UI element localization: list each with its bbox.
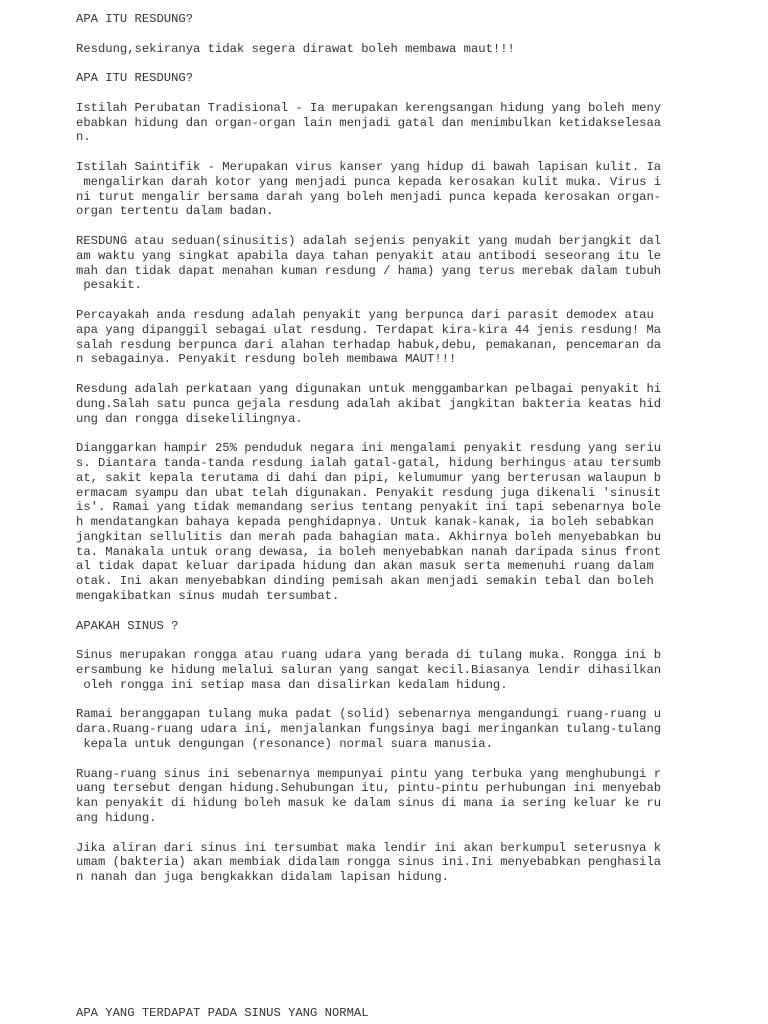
text-line: n. — [76, 130, 91, 145]
text-line: mengalirkan darah kotor yang menjadi punca kepada kerosakan kulit muka. Virus i — [76, 174, 662, 189]
text-line: ang hidung. — [76, 811, 157, 826]
text-line: kan penyakit di hidung boleh masuk ke dalam sinus di mana ia sering keluar ke ru — [76, 796, 662, 811]
text-line: n sebagainya. Penyakit resdung boleh membawa MAUT!!! — [76, 352, 457, 367]
paragraph-sinus-rongga — [76, 648, 696, 692]
text-line: al tidak dapat keluar daripada hidung dan akan masuk serta memenuhi ruang dalam — [76, 559, 654, 574]
paragraph-resdung-sinusitis — [76, 234, 696, 293]
text-line: Resdung adalah perkataan yang digunakan untuk menggambarkan pelbagai penyakit hi — [76, 381, 662, 396]
text-line: uang tersebut dengan hidung.Sehubungan itu, pintu-pintu perhubungan ini menyebab — [76, 781, 662, 796]
text-line: am waktu yang singkat apabila daya tahan penyakit atau antibodi seseorang itu le — [76, 248, 662, 263]
text-line: is'. Ramai yang tidak memandang serius tentang penyakit ini tapi sebenarnya bole — [76, 500, 662, 515]
text-line: Dianggarkan hampir 25% penduduk negara ini mengalami penyakit resdung yang seriu — [76, 441, 662, 456]
paragraph-demodex — [76, 308, 696, 367]
paragraph-istilah-perubatan — [76, 101, 696, 145]
text-line: ebabkan hidung dan organ-organ lain menjadi gatal dan menimbulkan ketidakselesaa — [76, 115, 662, 130]
text-line: mah dan tidak dapat menahan kuman resdung / hama) yang terus merebak dalam tubuh — [76, 263, 662, 278]
paragraph-istilah-saintifik — [76, 160, 696, 219]
text-line: s. Diantara tanda-tanda resdung ialah gatal-gatal, hidung berhingus atau tersumb — [76, 455, 662, 470]
text-line: otak. Ini akan menyebabkan dinding pemisah akan menjadi semakin tebal dan boleh — [76, 574, 654, 589]
paragraph-aliran-sinus — [76, 841, 696, 885]
text-line: organ tertentu dalam badan. — [76, 204, 274, 219]
text-line: pesakit. — [76, 278, 142, 293]
text-line: Percayakah anda resdung adalah penyakit yang berpunca dari parasit demodex atau — [76, 307, 654, 322]
text-line: n nanah dan juga bengkakkan didalam lapisan hidung. — [76, 870, 449, 885]
heading-apa-itu-resdung-2 — [76, 71, 696, 86]
text-line: Resdung,sekiranya tidak segera dirawat boleh membawa maut!!! — [76, 41, 515, 56]
text-line: oleh rongga ini setiap masa dan disalirkan kedalam hidung. — [76, 677, 508, 692]
paragraph-dianggarkan — [76, 441, 696, 604]
text-line: Ramai beranggapan tulang muka padat (solid) sebenarnya mengandungi ruang-ruang u — [76, 707, 662, 722]
text-line: RESDUNG atau seduan(sinusitis) adalah sejenis penyakit yang mudah berjangkit dal — [76, 233, 662, 248]
text-line: mengakibatkan sinus mudah tersumbat. — [76, 589, 340, 604]
text-line: Sinus merupakan rongga atau ruang udara yang berada di tulang muka. Rongga ini b — [76, 648, 662, 663]
heading-apakah-sinus — [76, 619, 696, 634]
text-line: Ruang-ruang sinus ini sebenarnya mempunyai pintu yang terbuka yang menghubungi r — [76, 766, 662, 781]
document-body — [76, 12, 696, 900]
text-line: APA ITU RESDUNG? — [76, 12, 194, 26]
text-line: salah resdung berpunca dari alahan terhadap habuk,debu, pemakanan, pencemaran da — [76, 337, 662, 352]
text-line: dung.Salah satu punca gejala resdung adalah akibat jangkitan bakteria keatas hid — [76, 396, 662, 411]
text-line: ni turut mengalir bersama darah yang boleh menjadi punca kepada kerosakan organ- — [76, 189, 662, 204]
text-line: Istilah Perubatan Tradisional - Ia merupakan kerengsangan hidung yang boleh meny — [76, 100, 662, 115]
section-heading-sinus-normal: APA YANG TERDAPAT PADA SINUS YANG NORMAL — [76, 1006, 369, 1020]
text-line: kepala untuk dengungan (resonance) normal suara manusia. — [76, 737, 493, 752]
text-line: Jika aliran dari sinus ini tersumbat maka lendir ini akan berkumpul seterusnya k — [76, 840, 662, 855]
text-line: APAKAH SINUS ? — [76, 618, 179, 633]
paragraph-tulang-muka — [76, 707, 696, 751]
text-line: APA ITU RESDUNG? — [76, 71, 194, 86]
text-line: ermacam syampu dan ubat telah digunakan. Penyakit resdung juga dikenali 'sinusit — [76, 485, 662, 500]
heading-apa-itu-resdung — [76, 12, 696, 27]
text-line: ta. Manakala untuk orang dewasa, ia boleh menyebabkan nanah daripada sinus front — [76, 544, 662, 559]
text-line: apa yang dipanggil sebagai ulat resdung. Terdapat kira-kira 44 jenis resdung! Ma — [76, 322, 662, 337]
text-line: umam (bakteria) akan membiak didalam rongga sinus ini.Ini menyebabkan penghasila — [76, 855, 662, 870]
text-line: jangkitan sellulitis dan merah pada bahagian mata. Akhirnya boleh menyebabkan bu — [76, 529, 662, 544]
text-line: h mendatangkan bahaya kepada penghidapnya. Untuk kanak-kanak, ia boleh sebabkan — [76, 515, 654, 530]
text-line: dara.Ruang-ruang udara ini, menjalankan fungsinya bagi meringankan tulang-tulang — [76, 722, 662, 737]
text-line: ersambung ke hidung melalui saluran yang sangat kecil.Biasanya lendir dihasilkan — [76, 663, 662, 678]
text-line: ung dan rongga disekelilingnya. — [76, 411, 303, 426]
intro-paragraph — [76, 42, 696, 57]
paragraph-perkataan-resdung — [76, 382, 696, 426]
text-line: at, sakit kepala terutama di dahi dan pipi, kelumumur yang berterusan walaupun b — [76, 470, 662, 485]
text-line: Istilah Saintifik - Merupakan virus kanser yang hidup di bawah lapisan kulit. Ia — [76, 159, 662, 174]
paragraph-ruang-sinus — [76, 767, 696, 826]
